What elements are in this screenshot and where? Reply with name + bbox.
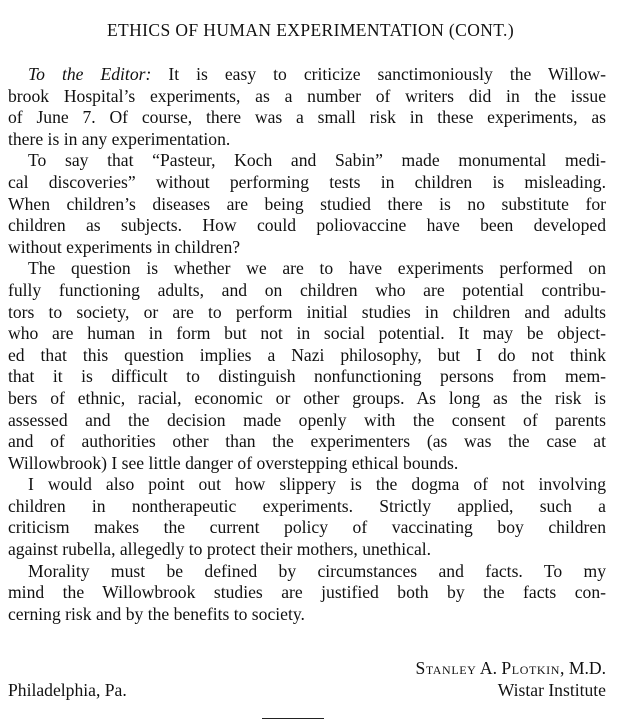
text-line: assessed and the decision made openly with the consent of parents [8,409,606,430]
text-line: ed that this question implies a Nazi philosophy, but I do not think [8,344,606,365]
paragraph-5 [8,561,606,626]
text-line: without experiments in children? [8,236,241,257]
text-line: To say that “Pasteur, Koch and Sabin” made monumental medi- [28,150,606,171]
text-line: that it is difficult to distinguish nonfunctioning persons from mem- [8,366,606,387]
text-line: To the Editor: It is easy to criticize sanctimoniously the Willow- [28,64,606,84]
text-line: and of authorities other than the experimenters (as was the case at [8,431,606,452]
text-line: cerning risk and by the benefits to society. [8,603,305,624]
text-line: fully functioning adults, and on children who are potential contribu- [8,279,606,300]
text-line: bers of ethnic, racial, economic or other groups. As long as the risk is [8,387,606,408]
text-line: The question is whether we are to have experiments performed on [28,258,606,279]
section-divider [262,718,324,719]
text-line: I would also point out how slippery is the dogma of not involving [28,474,606,495]
paragraph-1 [8,64,606,150]
text-line: brook Hospital’s experiments, as a number of writers did in the issue [8,85,606,106]
text-line: Willowbrook) I see little danger of overstepping ethical bounds. [8,452,459,473]
text-line: mind the Willowbrook studies are justified both by the facts con- [8,582,606,603]
letter-body [8,64,606,625]
text-line: cal discoveries” without performing tests in children is misleading. [8,171,606,192]
text-line: who are human in form but not in social potential. It may be object- [8,323,606,344]
text-line: When children’s diseases are being studied there is no substitute for [8,193,606,214]
text-line: Morality must be defined by circumstances and facts. To my [28,560,606,581]
text-line: children in nontherapeutic experiments. Strictly applied, such a [8,495,606,516]
text-line: tors to society, or are to perform initial studies in children and adults [8,301,606,322]
paragraph-4 [8,474,606,560]
text-line: against rubella, allegedly to protect their mothers, unethical. [8,539,432,560]
text-line: children as subjects. How could poliovaccine have been developed [8,215,606,236]
article-title: ETHICS OF HUMAN EXPERIMENTATION (CONT.) [106,20,515,40]
signature-institution: Wistar Institute [497,680,606,700]
signature-name: Stanley A. Plotkin, M.D. [415,658,606,678]
text-line: there is in any experimentation. [8,128,231,149]
text-line: criticism makes the current policy of vaccinating boy children [8,517,606,538]
paragraph-3 [8,258,606,474]
signature-city: Philadelphia, Pa. [8,680,127,700]
salutation: To the Editor: [28,64,152,84]
paragraph-2 [8,150,606,258]
text-line: of June 7. Of course, there was a small risk in these experiments, as [8,107,606,128]
